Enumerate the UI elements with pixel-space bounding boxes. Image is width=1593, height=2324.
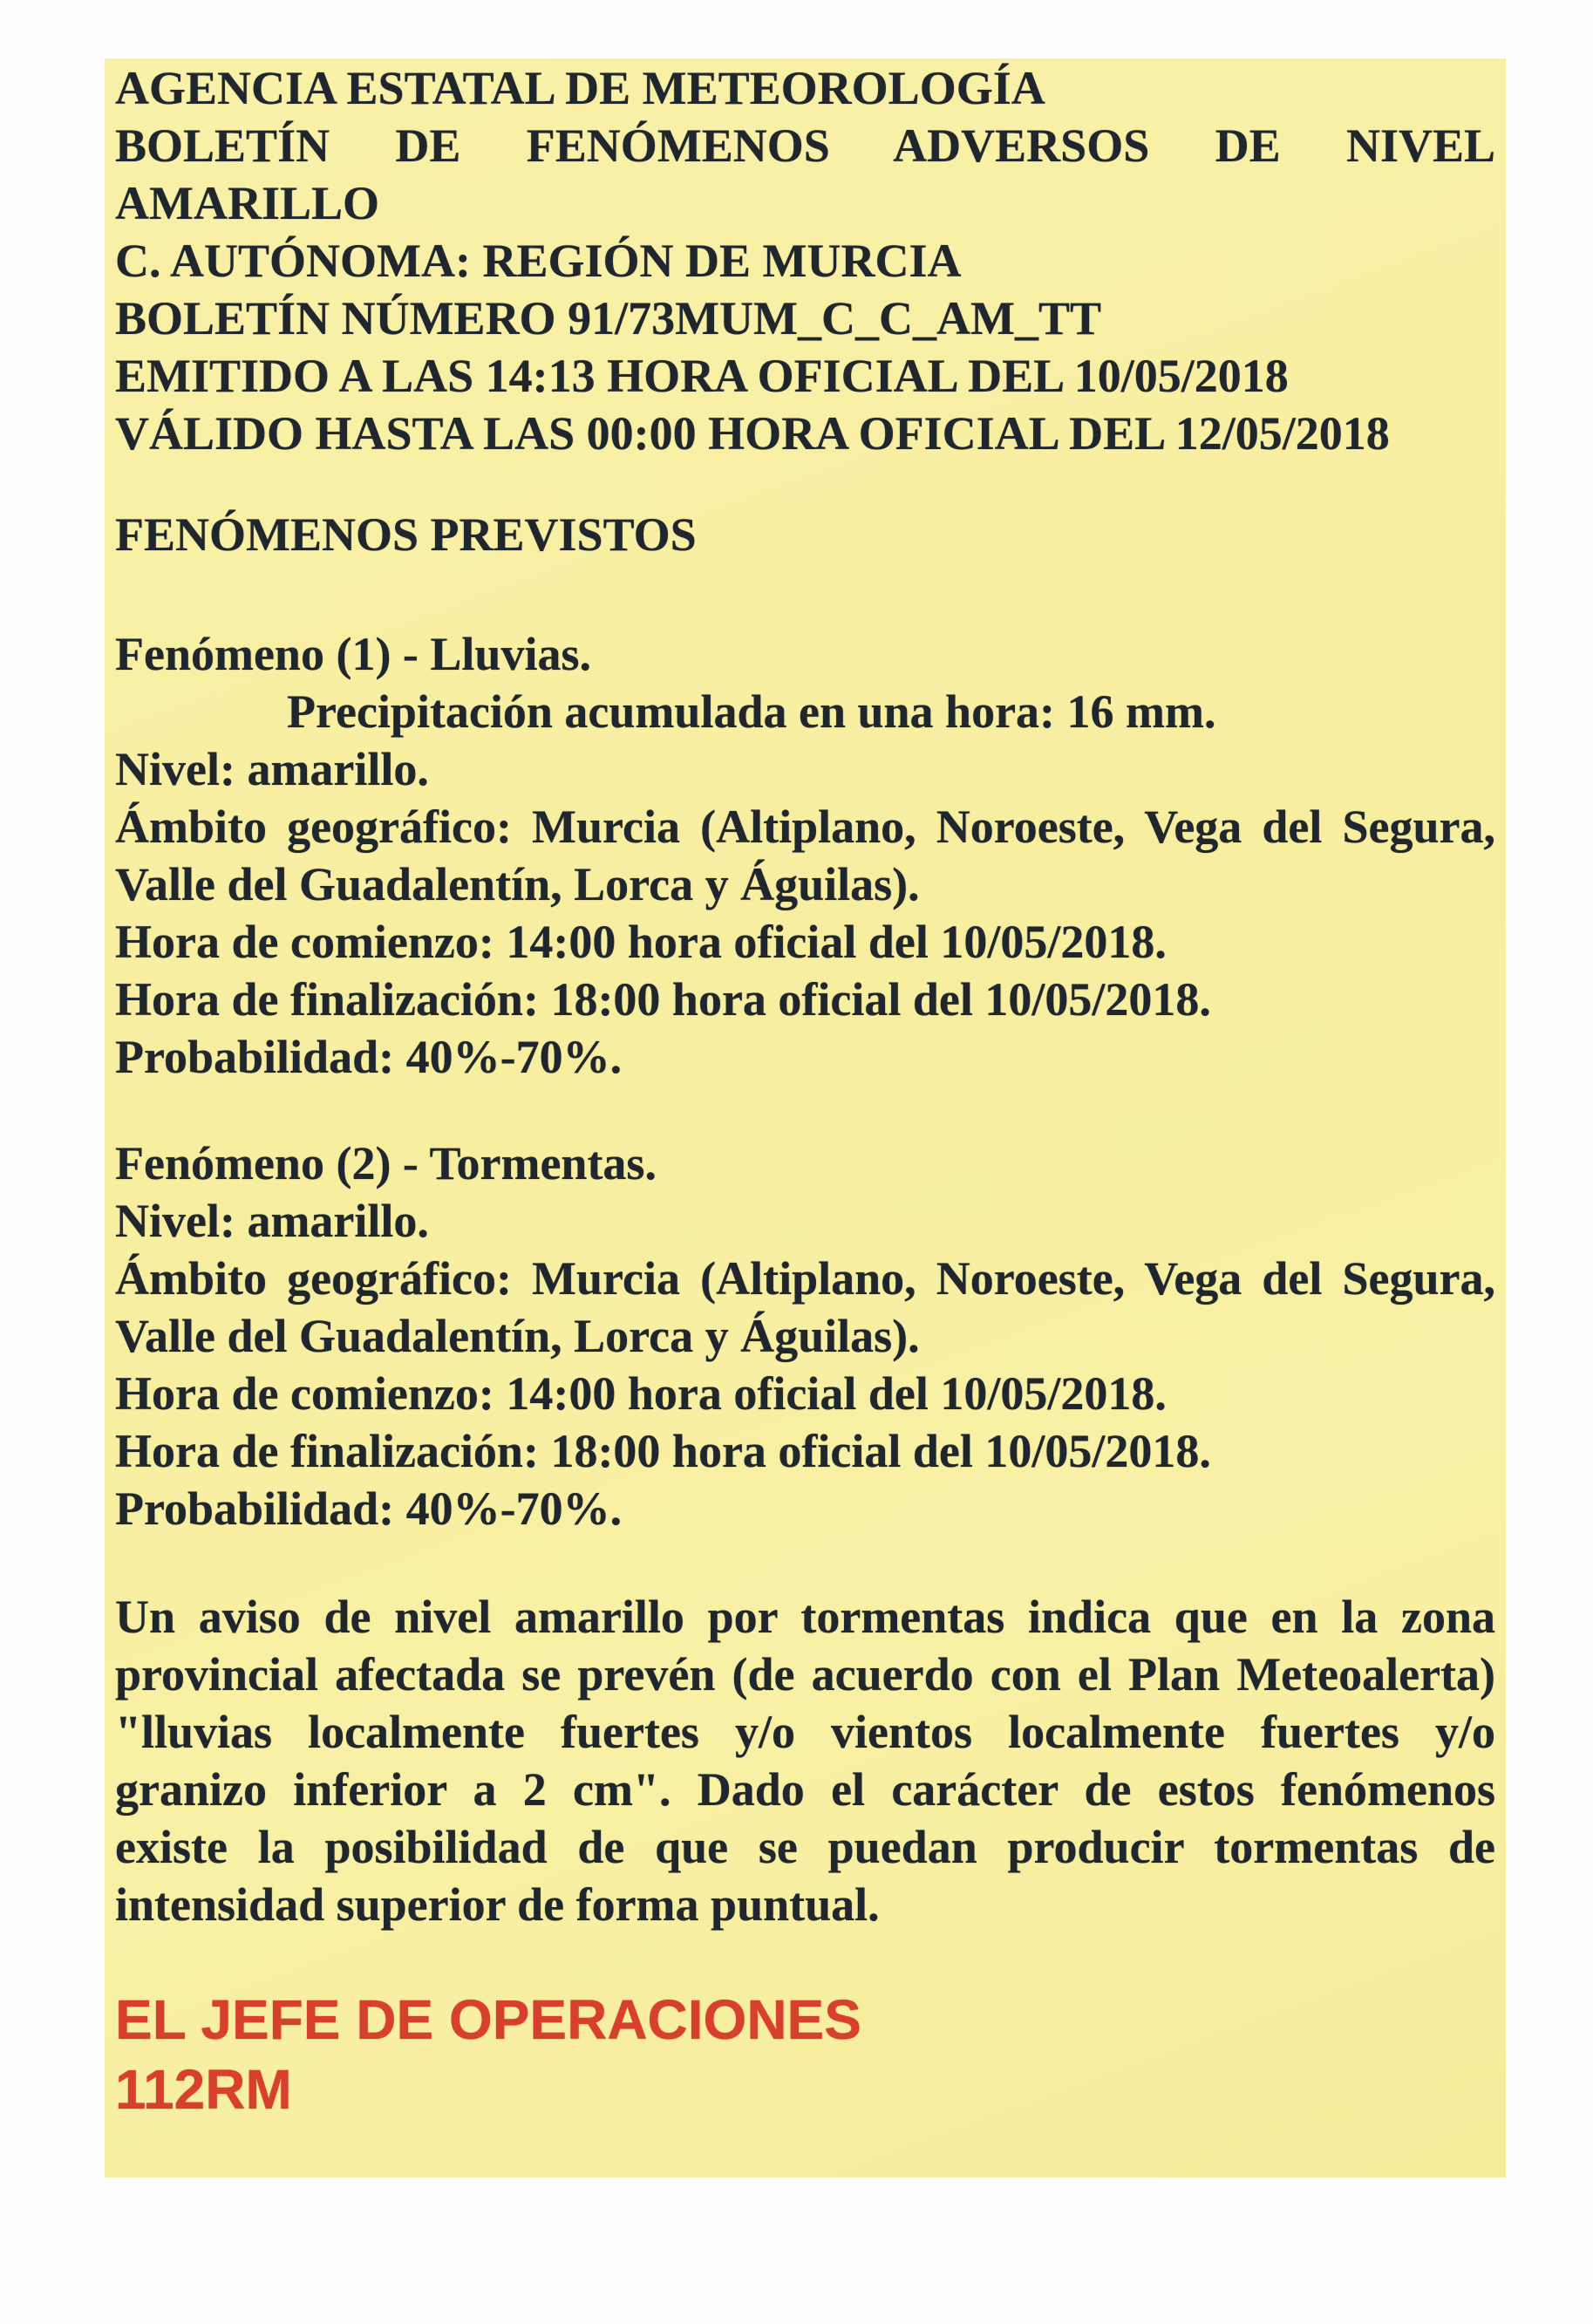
section-title-fenomenos-previstos: FENÓMENOS PREVISTOS xyxy=(115,508,697,561)
valid-until-datetime: VÁLIDO HASTA LAS 00:00 HORA OFICIAL DEL 12/05/2018 xyxy=(115,407,1390,460)
advisory-note-line: Un aviso de nivel amarillo por tormentas indica que en la zona xyxy=(115,1591,1495,1643)
phenomenon-1-probability: Probabilidad: 40%-70%. xyxy=(115,1031,623,1083)
phenomenon-1-end-time: Hora de finalización: 18:00 hora oficial del 10/05/2018. xyxy=(115,973,1211,1026)
advisory-note-line: "lluvias localmente fuertes y/o vientos localmente fuertes y/o xyxy=(115,1706,1495,1758)
bulletin-number: BOLETÍN NÚMERO 91/73MUM_C_C_AM_TT xyxy=(115,292,1101,344)
autonomous-community: C. AUTÓNOMA: REGIÓN DE MURCIA xyxy=(115,235,962,287)
signature-organization: 112RM xyxy=(115,2058,292,2121)
phenomenon-2-block xyxy=(115,1135,1495,1537)
phenomenon-1-start-time: Hora de comienzo: 14:00 hora oficial del 10/05/2018. xyxy=(115,916,1167,968)
advisory-note-line: granizo inferior a 2 cm". Dado el carácter de estos fenómenos xyxy=(115,1763,1495,1816)
advisory-note-line: existe la posibilidad de que se puedan producir tormentas de xyxy=(115,1821,1495,1873)
phenomenon-2-title: Fenómeno (2) - Tormentas. xyxy=(115,1137,657,1189)
bulletin-type-line2: AMARILLO xyxy=(115,177,380,229)
phenomenon-2-start-time: Hora de comienzo: 14:00 hora oficial del 10/05/2018. xyxy=(115,1367,1167,1420)
phenomenon-1-block xyxy=(115,625,1495,1086)
phenomenon-1-level: Nivel: amarillo. xyxy=(115,743,429,795)
phenomenon-2-probability: Probabilidad: 40%-70%. xyxy=(115,1482,623,1535)
phenomenon-1-detail: Precipitación acumulada en una hora: 16 mm. xyxy=(287,685,1216,738)
phenomenon-1-title: Fenómeno (1) - Lluvias. xyxy=(115,628,591,680)
phenomenon-1-scope-line2: Valle del Guadalentín, Lorca y Águilas). xyxy=(115,858,920,910)
phenomenon-2-scope-line2: Valle del Guadalentín, Lorca y Águilas). xyxy=(115,1310,920,1362)
signature-role: EL JEFE DE OPERACIONES xyxy=(115,1988,861,2051)
bulletin-page xyxy=(105,58,1506,2177)
phenomenon-2-end-time: Hora de finalización: 18:00 hora oficial del 10/05/2018. xyxy=(115,1425,1211,1477)
bulletin-type-line1: BOLETÍN DE FENÓMENOS ADVERSOS DE NIVEL xyxy=(115,119,1495,172)
phenomenon-2-level: Nivel: amarillo. xyxy=(115,1195,429,1247)
advisory-note-line: intensidad superior de forma puntual. xyxy=(115,1878,880,1931)
phenomenon-2-scope-line1: Ámbito geográfico: Murcia (Altiplano, Noroeste, Vega del Segura, xyxy=(115,1252,1495,1305)
agency-name: AGENCIA ESTATAL DE METEOROLOGÍA xyxy=(115,62,1045,114)
advisory-note-line: provincial afectada se prevén (de acuerdo con el Plan Meteoalerta) xyxy=(115,1648,1495,1700)
signature-block xyxy=(115,1985,1495,2124)
phenomenon-1-scope-line1: Ámbito geográfico: Murcia (Altiplano, Noroeste, Vega del Segura, xyxy=(115,801,1495,853)
advisory-note xyxy=(115,1588,1495,1933)
bulletin-header xyxy=(115,59,1495,462)
issued-datetime: EMITIDO A LAS 14:13 HORA OFICIAL DEL 10/05/2018 xyxy=(115,350,1289,402)
